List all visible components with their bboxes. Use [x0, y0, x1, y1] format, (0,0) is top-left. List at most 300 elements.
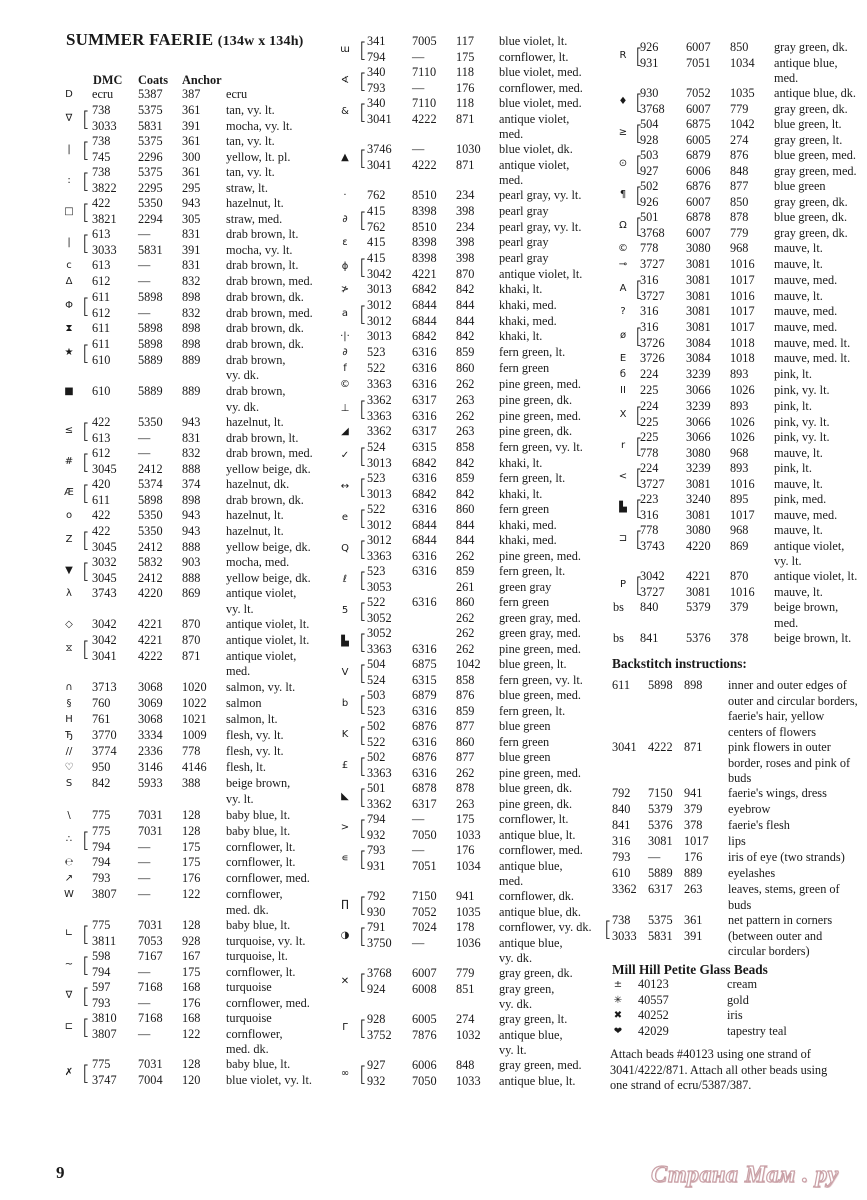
- anchor: 877: [730, 179, 749, 193]
- dmc: 3362: [367, 796, 392, 811]
- dmc: 3774: [92, 744, 117, 758]
- color-name: gray green, dk.: [774, 101, 848, 116]
- anchor: 779: [730, 225, 749, 240]
- color-name: blue green, med.: [499, 688, 581, 702]
- color-name: yellow beige, dk.: [226, 461, 311, 476]
- anchor: 968: [730, 241, 749, 255]
- backstitch-description: net pattern in corners: [728, 913, 833, 927]
- color-name: mauve, lt.: [774, 584, 823, 599]
- dmc: 762: [367, 219, 386, 234]
- anchor: 832: [182, 305, 201, 320]
- anchor: 871: [684, 740, 703, 754]
- bracket: [: [604, 917, 612, 941]
- anchor: 263: [456, 796, 475, 811]
- color-name: vy. lt.: [499, 1043, 527, 1057]
- symbol-icon: ↔: [340, 480, 350, 492]
- dmc: 842: [92, 776, 111, 790]
- anchor: 122: [182, 1026, 201, 1041]
- anchor: 871: [182, 648, 201, 663]
- coats: 6844: [412, 517, 437, 532]
- symbol-icon: ø: [619, 329, 627, 341]
- bracket: [: [635, 44, 643, 68]
- coats: 6879: [686, 148, 711, 162]
- dmc: 3053: [367, 579, 392, 594]
- coats: 6007: [686, 225, 711, 240]
- dmc: 3041: [612, 740, 637, 754]
- symbol-icon: ♦: [618, 95, 628, 107]
- coats: 3146: [138, 760, 163, 774]
- bead-number: 40123: [638, 977, 669, 991]
- symbol-icon: ≤: [64, 424, 74, 436]
- anchor: 844: [456, 517, 475, 532]
- dmc: 3822: [92, 180, 117, 195]
- symbol-icon: <: [618, 470, 628, 482]
- coats: 4221: [686, 569, 711, 583]
- anchor: 379: [730, 600, 749, 614]
- color-name: antique violet, lt.: [226, 633, 310, 647]
- dmc: 611: [92, 337, 110, 351]
- color-name: pearl gray: [499, 251, 549, 265]
- dmc: 224: [640, 461, 659, 475]
- anchor: 878: [730, 210, 749, 224]
- coats: 4222: [648, 740, 673, 754]
- dmc: 3032: [92, 555, 117, 569]
- anchor: 379: [684, 802, 703, 816]
- symbol-icon: £: [341, 759, 349, 771]
- dmc: 3726: [640, 351, 665, 365]
- symbol-icon: ε: [342, 237, 348, 248]
- color-name: baby blue, lt.: [226, 808, 291, 822]
- symbol-icon: |: [67, 236, 71, 248]
- dmc: 793: [612, 850, 631, 864]
- color-name: pink, vy. lt.: [774, 414, 830, 429]
- bracket: [: [82, 953, 90, 977]
- anchor: 895: [730, 492, 749, 506]
- anchor: 850: [730, 194, 749, 209]
- color-name: beige brown,: [774, 600, 839, 614]
- symbol-icon: E: [619, 353, 627, 364]
- anchor: 262: [456, 408, 475, 423]
- coats: 3239: [686, 461, 711, 475]
- color-name: fern green: [499, 502, 550, 516]
- color-name: drab brown, dk.: [226, 337, 304, 351]
- anchor: 391: [182, 118, 201, 133]
- dmc: 3041: [92, 648, 117, 663]
- anchor: 387: [182, 87, 201, 101]
- coats: 5374: [138, 477, 163, 491]
- backstitch-description: faerie's flesh: [728, 818, 790, 832]
- anchor: 898: [182, 321, 201, 335]
- dmc: 793: [92, 871, 111, 885]
- dmc: 316: [640, 273, 659, 287]
- color-name: drab brown, med.: [226, 446, 313, 460]
- anchor: 361: [182, 134, 201, 148]
- anchor: 876: [730, 148, 749, 162]
- coats: —: [138, 1026, 151, 1041]
- bracket: [: [635, 496, 643, 520]
- bracket: [: [82, 200, 90, 224]
- dmc: 778: [640, 241, 659, 255]
- dmc: 778: [640, 445, 659, 460]
- color-name: med. dk.: [226, 902, 269, 917]
- coats: 4222: [412, 111, 437, 126]
- anchor: 175: [456, 49, 475, 64]
- dmc: 340: [367, 65, 386, 79]
- color-name: med.: [499, 874, 524, 888]
- anchor: 1020: [182, 680, 207, 694]
- symbol-icon: ¶: [619, 188, 627, 200]
- dmc: 3013: [367, 329, 392, 343]
- anchor: 943: [182, 415, 201, 429]
- coats: 5375: [648, 913, 673, 927]
- coats: 7004: [138, 1072, 163, 1087]
- dmc: 775: [92, 808, 111, 822]
- color-name: gray green, dk.: [774, 194, 848, 209]
- bracket: [: [82, 231, 90, 255]
- color-name: drab brown, lt.: [226, 227, 299, 241]
- dmc: 340: [367, 96, 386, 110]
- bracket: [: [359, 723, 367, 747]
- dmc: 523: [367, 345, 386, 359]
- watermark: Страна Мам . ру: [651, 1162, 839, 1188]
- anchor: 262: [456, 641, 475, 656]
- anchor: 175: [182, 855, 201, 869]
- color-name: cornflower, lt.: [226, 839, 296, 854]
- symbol-icon: &: [341, 105, 349, 117]
- color-name: antique blue, dk.: [499, 904, 581, 919]
- bracket: [: [635, 434, 643, 458]
- coats: —: [138, 274, 151, 288]
- bracket: [: [82, 450, 90, 474]
- dmc: 3770: [92, 728, 117, 742]
- coats: 3080: [686, 445, 711, 460]
- coats: 8510: [412, 219, 437, 234]
- dmc: 3012: [367, 533, 392, 547]
- bead-color: gold: [727, 992, 749, 1007]
- symbol-icon: //: [65, 746, 73, 757]
- dmc: 225: [640, 414, 659, 429]
- color-name: antique violet,: [499, 157, 570, 172]
- coats: —: [138, 446, 151, 460]
- symbol-icon: б: [619, 369, 627, 380]
- header-dmc: DMC: [93, 73, 123, 87]
- anchor: 128: [182, 918, 201, 932]
- anchor: 1017: [730, 507, 755, 522]
- coats: 5898: [138, 337, 163, 351]
- dmc: 926: [640, 194, 659, 209]
- symbol-icon: II: [620, 385, 626, 396]
- anchor: 122: [182, 887, 201, 901]
- bracket: [: [359, 924, 367, 948]
- symbol-icon: e: [341, 511, 349, 523]
- dmc: 3752: [367, 1027, 392, 1042]
- coats: 4221: [412, 266, 437, 281]
- symbol-icon: D: [65, 89, 73, 100]
- bead-color: tapestry teal: [727, 1023, 787, 1038]
- color-name: med.: [226, 664, 251, 678]
- bracket: [: [635, 527, 643, 551]
- color-name: pine green, med.: [499, 548, 581, 563]
- bracket: [: [82, 559, 90, 583]
- symbol-icon: 5: [341, 604, 349, 616]
- dmc: 3042: [92, 617, 117, 631]
- coats: 6316: [412, 595, 437, 609]
- dmc: 3045: [92, 570, 117, 585]
- dmc: 841: [640, 631, 659, 645]
- anchor: 898: [182, 290, 201, 304]
- color-name: antique blue, lt.: [499, 827, 576, 842]
- coats: 3066: [686, 383, 711, 397]
- backstitch-description: faerie's wings, dress: [728, 786, 827, 800]
- symbol-icon: ✕: [340, 975, 350, 987]
- bracket: [: [359, 1062, 367, 1086]
- color-name: pine green, med.: [499, 641, 581, 656]
- color-name: cornflower, med.: [226, 871, 310, 885]
- dmc: 422: [92, 196, 111, 210]
- dmc: 930: [367, 904, 386, 919]
- coats: 5831: [138, 118, 163, 133]
- bracket: [: [635, 152, 643, 176]
- color-name: cornflower, med.: [499, 80, 583, 95]
- coats: 8510: [412, 188, 437, 202]
- color-name: med.: [774, 71, 799, 85]
- coats: 2296: [138, 149, 163, 164]
- color-name: tan, vy. lt.: [226, 134, 275, 148]
- anchor: 391: [684, 928, 703, 943]
- color-name: khaki, med.: [499, 533, 557, 547]
- color-name: antique blue,: [774, 55, 838, 70]
- color-name: blue green: [499, 719, 551, 733]
- anchor: 263: [456, 424, 475, 438]
- anchor: 1021: [182, 712, 207, 726]
- color-name: mauve, med. lt.: [774, 335, 851, 350]
- dmc: 613: [92, 430, 111, 445]
- color-name: blue violet, lt.: [499, 34, 568, 48]
- coats: 5898: [138, 492, 163, 507]
- coats: 6316: [412, 548, 437, 563]
- anchor: 176: [182, 871, 201, 885]
- coats: —: [138, 964, 151, 979]
- dmc: 3821: [92, 211, 117, 226]
- bracket: [: [359, 397, 367, 421]
- coats: 5933: [138, 776, 163, 790]
- symbol-icon: R: [619, 49, 627, 61]
- coats: 3084: [686, 335, 711, 350]
- anchor: 1035: [456, 904, 481, 919]
- anchor: 1009: [182, 728, 207, 742]
- anchor: 893: [730, 399, 749, 413]
- color-name: drab brown, dk.: [226, 290, 304, 304]
- symbol-icon: ?: [620, 306, 626, 317]
- coats: 7051: [412, 858, 437, 873]
- anchor: 848: [730, 163, 749, 178]
- anchor: 262: [456, 626, 475, 640]
- color-name: pink, vy. lt.: [774, 383, 830, 397]
- anchor: 858: [456, 440, 475, 454]
- coats: 8398: [412, 235, 437, 249]
- coats: 5376: [686, 631, 711, 645]
- anchor: 1018: [730, 335, 755, 350]
- symbol-icon: ·: [343, 190, 347, 201]
- dmc: 840: [612, 802, 631, 816]
- coats: 7005: [412, 34, 437, 48]
- coats: 6316: [412, 765, 437, 780]
- anchor: 388: [182, 776, 201, 790]
- bead-number: 40557: [638, 992, 669, 1007]
- color-name: mauve, med.: [774, 304, 838, 318]
- dmc: 523: [367, 471, 386, 485]
- symbol-icon: ⊥: [340, 402, 350, 414]
- color-name: cornflower,: [226, 887, 283, 901]
- color-name: hazelnut, lt.: [226, 415, 284, 429]
- color-name: drab brown,: [226, 352, 286, 367]
- dmc: 415: [367, 235, 386, 249]
- coats: 6842: [412, 455, 437, 470]
- bead-color: cream: [727, 977, 758, 991]
- page-title: [66, 30, 304, 50]
- color-name: mauve, med.: [774, 273, 838, 287]
- color-name: flesh, vy. lt.: [226, 728, 284, 742]
- color-name: antique violet,: [499, 111, 570, 126]
- title-dimensions: (134w x 134h): [217, 34, 304, 49]
- dmc: 930: [640, 86, 659, 100]
- dmc: 3033: [92, 242, 117, 257]
- color-name: flesh, vy. lt.: [226, 744, 284, 758]
- coats: 5898: [138, 290, 163, 304]
- anchor: 858: [456, 672, 475, 687]
- dmc: 3746: [367, 142, 392, 156]
- anchor: 851: [456, 981, 475, 996]
- bracket: [: [359, 255, 367, 279]
- bracket: [: [359, 444, 367, 468]
- symbol-icon: ∂: [342, 213, 348, 225]
- bracket: [: [82, 922, 90, 946]
- coats: 6876: [412, 719, 437, 733]
- coats: 4220: [138, 586, 163, 600]
- coats: 8398: [412, 204, 437, 218]
- dmc: 3045: [92, 539, 117, 554]
- anchor: 1017: [730, 304, 755, 318]
- symbol-icon: >: [340, 821, 350, 833]
- bracket: [: [635, 573, 643, 597]
- bracket: [: [635, 465, 643, 489]
- dmc: 3012: [367, 313, 392, 328]
- symbol-icon: r: [620, 439, 626, 451]
- anchor: 844: [456, 533, 475, 547]
- color-name: salmon, vy. lt.: [226, 680, 296, 694]
- dmc: 223: [640, 492, 659, 506]
- coats: 6316: [412, 471, 437, 485]
- coats: 6317: [412, 424, 437, 438]
- color-name: green gray, med.: [499, 626, 581, 640]
- coats: —: [412, 142, 425, 156]
- bracket: [: [82, 481, 90, 505]
- color-name: pink, lt.: [774, 367, 812, 381]
- anchor: 1032: [456, 1027, 481, 1042]
- bracket: [: [359, 568, 367, 592]
- dmc: 931: [367, 858, 386, 873]
- symbol-icon: :: [67, 174, 71, 186]
- anchor: 889: [182, 384, 201, 398]
- anchor: 262: [456, 377, 475, 391]
- anchor: 176: [684, 850, 703, 864]
- anchor: 842: [456, 455, 475, 470]
- dmc: 3362: [367, 393, 392, 407]
- coats: 3081: [686, 476, 711, 491]
- coats: 3334: [138, 728, 163, 742]
- coats: 5387: [138, 87, 163, 101]
- coats: 6006: [412, 1058, 437, 1072]
- dmc: 793: [367, 843, 386, 857]
- bracket: [: [359, 38, 367, 62]
- color-name: fern green, lt.: [499, 703, 566, 718]
- anchor: 831: [182, 430, 201, 445]
- color-name: pine green, med.: [499, 408, 581, 423]
- anchor: 898: [182, 492, 201, 507]
- coats: 7168: [138, 1011, 163, 1025]
- color-name: hazelnut, lt.: [226, 196, 284, 210]
- anchor: 842: [456, 486, 475, 501]
- color-name: fern green, vy. lt.: [499, 672, 583, 687]
- anchor: 888: [182, 461, 201, 476]
- coats: —: [412, 812, 425, 826]
- anchor: 1017: [684, 834, 709, 848]
- dmc: 612: [92, 274, 111, 288]
- dmc: 3363: [367, 377, 392, 391]
- color-name: flesh, lt.: [226, 760, 266, 774]
- coats: 6316: [412, 345, 437, 359]
- anchor: 274: [456, 1012, 475, 1026]
- color-name: khaki, lt.: [499, 486, 543, 501]
- anchor: 860: [456, 361, 475, 375]
- color-name: antique violet,: [774, 538, 845, 553]
- bracket: [: [359, 630, 367, 654]
- color-name: blue green, dk.: [499, 781, 573, 795]
- coats: 5379: [686, 600, 711, 614]
- symbol-icon: ɯ: [340, 43, 350, 55]
- anchor: 1033: [456, 827, 481, 842]
- color-name: fern green, vy. lt.: [499, 440, 583, 454]
- coats: 3081: [648, 834, 673, 848]
- dmc: 316: [640, 304, 659, 318]
- color-name: turquoise: [226, 980, 272, 994]
- dmc: 224: [640, 399, 659, 413]
- coats: 6315: [412, 440, 437, 454]
- anchor: 860: [456, 734, 475, 749]
- dmc: 3363: [367, 641, 392, 656]
- color-name: antique violet,: [226, 648, 297, 663]
- anchor: 261: [456, 579, 475, 594]
- coats: 2412: [138, 570, 163, 585]
- anchor: 876: [456, 688, 475, 702]
- backstitch-title: Backstitch instructions:: [612, 656, 747, 671]
- color-name: pine green, med.: [499, 765, 581, 780]
- coats: 8398: [412, 251, 437, 265]
- dmc: 794: [92, 964, 111, 979]
- symbol-icon: ℓ: [342, 573, 348, 585]
- anchor: 262: [456, 765, 475, 780]
- dmc: 316: [640, 507, 659, 522]
- anchor: 943: [182, 196, 201, 210]
- dmc: 3807: [92, 1026, 117, 1041]
- coats: 6007: [686, 101, 711, 116]
- color-name: cornflower, dk.: [499, 889, 574, 903]
- color-name: salmon: [226, 696, 262, 710]
- bracket: [: [359, 692, 367, 716]
- bracket: [: [359, 537, 367, 561]
- dmc: 792: [612, 786, 631, 800]
- symbol-icon: ▙: [619, 501, 627, 513]
